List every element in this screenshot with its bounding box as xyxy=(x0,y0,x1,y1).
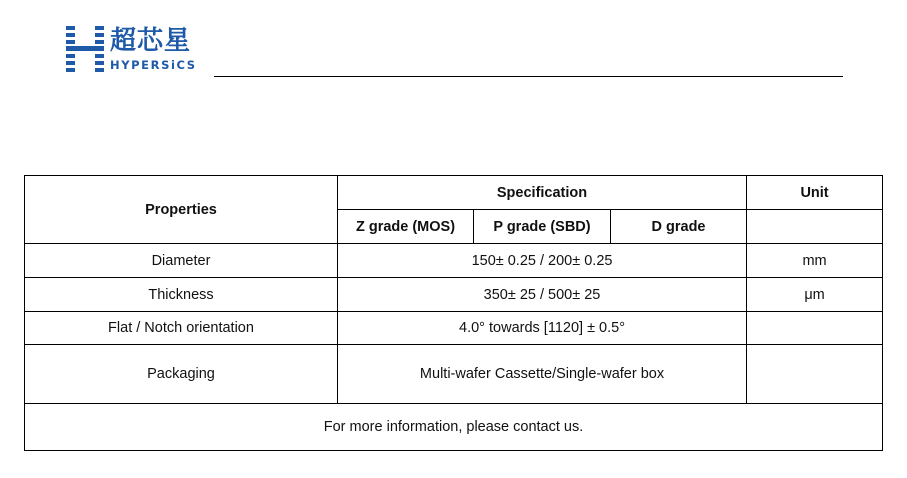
logo-english-text: HYPERSiCS xyxy=(110,58,197,72)
specification-table xyxy=(24,175,883,451)
header-grade-p: P grade (SBD) xyxy=(474,210,611,244)
hypersics-logo-icon xyxy=(66,26,104,72)
table-row xyxy=(25,345,883,404)
logo-chinese-text: 超芯星 xyxy=(110,26,192,56)
row-value: 4.0° towards [1120] ± 0.5° xyxy=(338,312,747,345)
row-property: Packaging xyxy=(25,345,338,404)
table-row xyxy=(25,278,883,312)
row-property: Thickness xyxy=(25,278,338,312)
header-specification: Specification xyxy=(338,176,747,210)
table-row xyxy=(25,244,883,278)
header-unit-empty xyxy=(747,210,883,244)
row-value: 350± 25 / 500± 25 xyxy=(338,278,747,312)
table-row xyxy=(25,312,883,345)
table-footer-row xyxy=(25,404,883,451)
header-grade-z: Z grade (MOS) xyxy=(338,210,474,244)
row-unit xyxy=(747,345,883,404)
row-value: Multi-wafer Cassette/Single-wafer box xyxy=(338,345,747,404)
row-value: 150± 0.25 / 200± 0.25 xyxy=(338,244,747,278)
row-unit xyxy=(747,312,883,345)
table-footer-note: For more information, please contact us. xyxy=(25,404,883,451)
table-header-row xyxy=(25,176,883,210)
header-divider xyxy=(214,76,843,77)
row-unit: mm xyxy=(747,244,883,278)
row-property: Flat / Notch orientation xyxy=(25,312,338,345)
row-property: Diameter xyxy=(25,244,338,278)
header-grade-d: D grade xyxy=(611,210,747,244)
header-properties: Properties xyxy=(25,176,338,244)
company-logo xyxy=(66,24,206,76)
row-unit: μm xyxy=(747,278,883,312)
header-unit: Unit xyxy=(747,176,883,210)
